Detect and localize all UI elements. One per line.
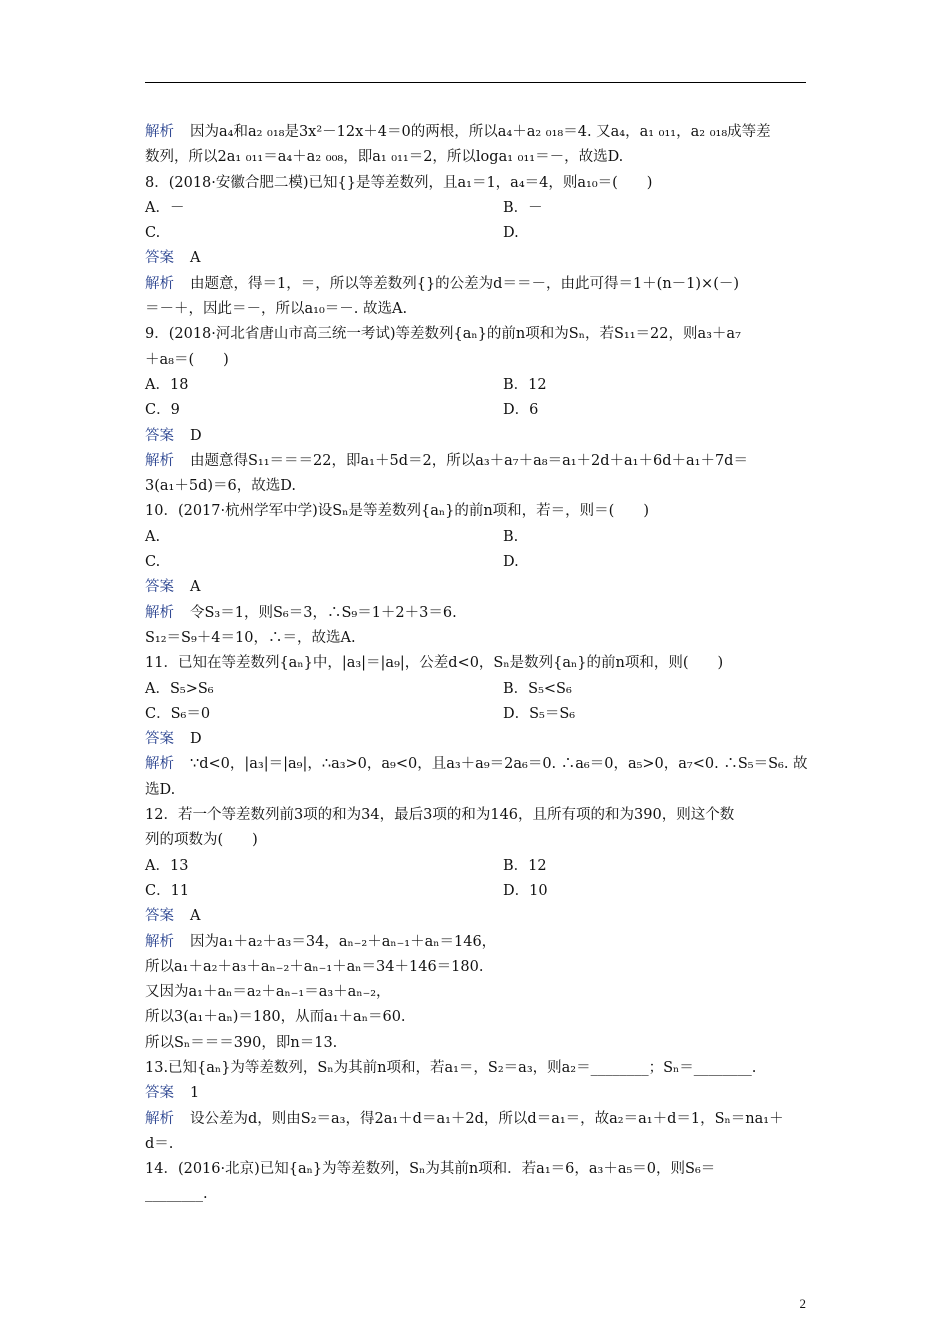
- header-rule: [145, 82, 806, 83]
- text-line: [145, 1005, 806, 1030]
- line-text: D: [190, 731, 202, 748]
- line-text: 又因为a₁＋aₙ＝a₂＋aₙ₋₁＝a₃＋aₙ₋₂，: [145, 984, 391, 1001]
- text-line: [145, 1132, 806, 1157]
- line-text: d＝.: [145, 1135, 174, 1152]
- answer-label: 答案: [145, 250, 174, 267]
- text-line: [145, 955, 806, 980]
- option-right: D．S₅＝S₆: [503, 705, 576, 722]
- text-line: [145, 828, 806, 853]
- text-line: [145, 145, 806, 170]
- text-line: [145, 196, 806, 221]
- text-line: [145, 272, 806, 297]
- option-left: C．9: [145, 402, 180, 419]
- analysis-label: 解析: [145, 452, 174, 469]
- analysis-label: 解析: [145, 124, 174, 140]
- line-text: ________.: [145, 1186, 208, 1203]
- option-left: C．11: [145, 882, 190, 899]
- analysis-label: 解析: [145, 275, 174, 292]
- text-line: [145, 297, 806, 322]
- line-text: 1: [190, 1085, 200, 1102]
- option-left: A．S₅>S₆: [145, 680, 214, 697]
- text-line: [145, 221, 806, 246]
- line-text: S₁₂＝S₉＋4＝10，∴＝，故选A.: [145, 629, 356, 646]
- option-left: C．S₆＝0: [145, 705, 211, 722]
- line-text: 令S₃＝1，则S₆＝3，∴S₉＝1＋2＋3＝6.: [190, 604, 457, 621]
- text-line: [145, 246, 806, 271]
- line-text: 10．(2017·杭州学军中学)设Sₙ是等差数列{aₙ}的前n项和，若＝，则＝( ): [145, 503, 650, 520]
- text-line: [145, 854, 806, 879]
- option-right: B．12: [503, 376, 547, 393]
- option-right: D.: [503, 225, 519, 242]
- text-line: [145, 525, 806, 550]
- line-text: A: [190, 250, 201, 267]
- text-line: [145, 1056, 806, 1081]
- answer-label: 答案: [145, 1085, 174, 1102]
- text-line: [145, 373, 806, 398]
- text-line: [145, 980, 806, 1005]
- text-line: [145, 702, 806, 727]
- option-right: B.: [503, 528, 519, 545]
- text-line: [145, 803, 806, 828]
- line-text: 8．(2018·安徽合肥二模)已知{}是等差数列，且a₁＝1，a₄＝4，则a₁₀＝( ): [145, 174, 653, 191]
- option-right: B．12: [503, 857, 547, 874]
- text-line: [145, 651, 806, 676]
- option-right: D．10: [503, 882, 548, 899]
- text-line: [145, 904, 806, 929]
- line-text: 3(a₁＋5d)＝6，故选D.: [145, 478, 296, 495]
- option-left: A．18: [145, 376, 189, 393]
- line-text: A: [190, 908, 201, 925]
- analysis-label: 解析: [145, 1110, 174, 1127]
- option-right: D．6: [503, 402, 539, 419]
- line-text: 由题意，得＝1，＝，所以等差数列{}的公差为d＝＝－，由此可得＝1＋(n－1)×(－): [190, 275, 740, 292]
- line-text: 所以a₁＋a₂＋a₃＋aₙ₋₂＋aₙ₋₁＋aₙ＝34＋146＝180.: [145, 958, 484, 975]
- line-text: 因为a₁＋a₂＋a₃＝34，aₙ₋₂＋aₙ₋₁＋aₙ＝146，: [190, 933, 497, 950]
- option-left: A．－: [145, 199, 185, 216]
- answer-label: 答案: [145, 579, 174, 596]
- page-number: 2: [799, 1296, 806, 1311]
- analysis-label: 解析: [145, 933, 174, 950]
- answer-label: 答案: [145, 908, 174, 925]
- line-text: 9．(2018·河北省唐山市高三统一考试)等差数列{aₙ}的前n项和为Sₙ，若S₁₁＝22，则a₃＋a₇: [145, 326, 741, 343]
- option-right: B．S₅<S₆: [503, 680, 572, 697]
- answer-label: 答案: [145, 427, 174, 444]
- line-text: 11．已知在等差数列{aₙ}中，|a₃|＝|a₉|，公差d<0，Sₙ是数列{aₙ}的前n项和，则( ): [145, 655, 724, 672]
- option-left: A．13: [145, 857, 189, 874]
- text-line: [145, 677, 806, 702]
- text-line: [145, 550, 806, 575]
- line-text: 列的项数为( ): [145, 832, 258, 849]
- line-text: 14．(2016·北京)已知{aₙ}为等差数列，Sₙ为其前n项和．若a₁＝6，a₃＋a₅＝0，则S₆＝: [145, 1161, 716, 1178]
- line-text: ＋a₈＝( ): [145, 351, 229, 368]
- line-text: 数列，所以2a₁ ₀₁₁＝a₄＋a₂ ₀₀₈，即a₁ ₀₁₁＝2，所以loga₁ ₀₁₁＝－，故选D.: [145, 149, 624, 166]
- text-line: [145, 322, 806, 347]
- analysis-label: 解析: [145, 756, 174, 773]
- line-text: 由题意得S₁₁＝＝＝22，即a₁＋5d＝2，所以a₃＋a₇＋a₈＝a₁＋2d＋a₁＋6d＋a₁＋7d＝: [190, 452, 748, 469]
- text-line: [145, 1157, 806, 1182]
- line-text: 13.已知{aₙ}为等差数列，Sₙ为其前n项和，若a₁＝，S₂＝a₃，则a₂＝________；Sₙ＝________.: [145, 1059, 757, 1076]
- text-line: [145, 424, 806, 449]
- option-right: D.: [503, 554, 519, 571]
- text-line: [145, 601, 806, 626]
- text-line: [145, 120, 806, 145]
- text-line: [145, 930, 806, 955]
- line-text: 设公差为d，则由S₂＝a₃，得2a₁＋d＝a₁＋2d，所以d＝a₁＝，故a₂＝a₁＋d＝1，Sₙ＝na₁＋: [190, 1110, 784, 1127]
- option-right: B．－: [503, 199, 543, 216]
- text-line: [145, 398, 806, 423]
- text-line: [145, 752, 806, 777]
- text-line: [145, 449, 806, 474]
- line-text: D: [190, 427, 202, 444]
- text-line: [145, 626, 806, 651]
- text-line: [145, 727, 806, 752]
- text-line: [145, 1107, 806, 1132]
- line-text: A: [190, 579, 201, 596]
- option-left: A.: [145, 528, 161, 545]
- text-line: [145, 1081, 806, 1106]
- line-text: 12．若一个等差数列前3项的和为34，最后3项的和为146，且所有项的和为390，则这个数: [145, 807, 735, 824]
- line-text: ＝－＋，因此＝－，所以a₁₀＝－. 故选A.: [145, 301, 408, 318]
- answer-label: 答案: [145, 731, 174, 748]
- line-text: 因为a₄和a₂ ₀₁₈是3x²－12x＋4＝0的两根，所以a₄＋a₂ ₀₁₈＝4. 又a₄，a₁ ₀₁₁，a₂ ₀₁₈成等差: [190, 124, 771, 140]
- option-left: C.: [145, 225, 161, 242]
- text-line: [145, 499, 806, 524]
- text-line: [145, 474, 806, 499]
- line-text: ∵d<0，|a₃|＝|a₉|，∴a₃>0，a₉<0，且a₃＋a₉＝2a₆＝0. ∴a₆＝0，a₅>0，a₇<0. ∴S₅＝S₆. 故: [190, 756, 808, 773]
- text-line: [145, 171, 806, 196]
- text-line: [145, 1182, 806, 1207]
- text-line: [145, 348, 806, 373]
- line-text: 所以Sₙ＝＝＝390，即n＝13.: [145, 1034, 338, 1051]
- line-text: 所以3(a₁＋aₙ)＝180，从而a₁＋aₙ＝60.: [145, 1009, 406, 1026]
- option-left: C.: [145, 554, 161, 571]
- text-line: [145, 575, 806, 600]
- line-text: 选D.: [145, 781, 176, 798]
- analysis-label: 解析: [145, 604, 174, 621]
- text-line: [145, 778, 806, 803]
- text-line: [145, 1031, 806, 1056]
- page-content: [145, 120, 806, 1208]
- text-line: [145, 879, 806, 904]
